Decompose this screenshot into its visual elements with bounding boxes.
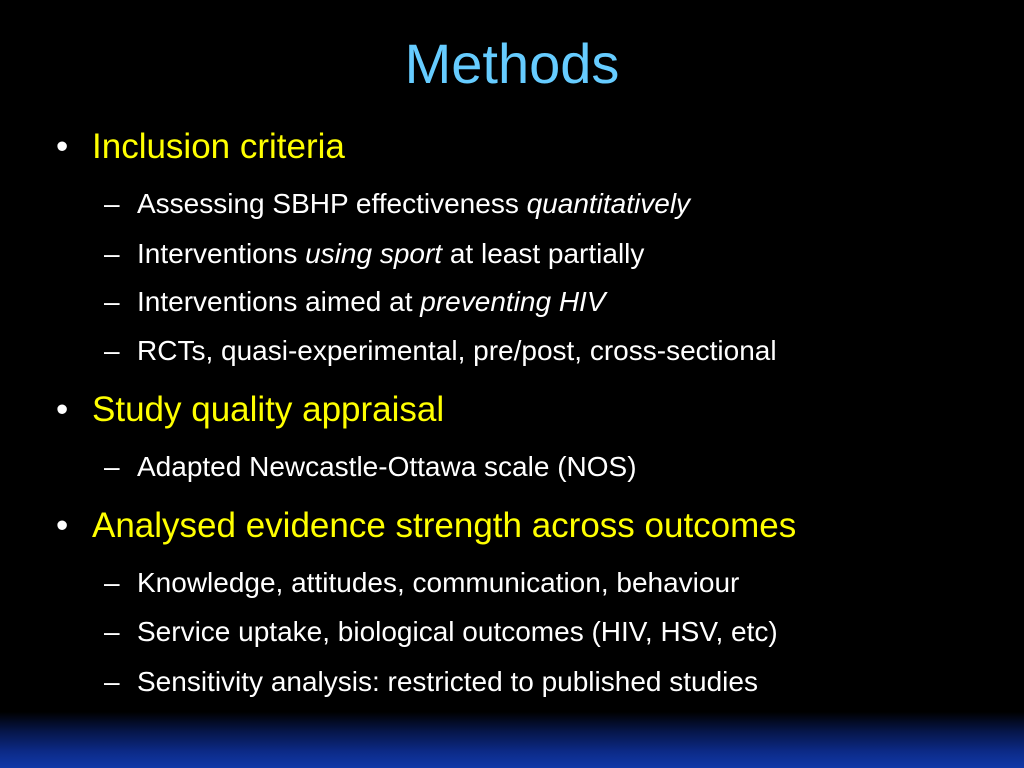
sub-text: Assessing SBHP effectiveness xyxy=(137,188,527,219)
sub-text: Interventions aimed at xyxy=(137,286,421,317)
footer-band xyxy=(0,712,1024,768)
sub-item xyxy=(104,665,758,699)
sub-marker: – xyxy=(104,238,120,269)
sub-text: Service uptake, biological outcomes (HIV, HSV, etc) xyxy=(137,616,778,647)
sub-text: RCTs, quasi-experimental, pre/post, cross-sectional xyxy=(137,335,777,366)
sub-text: Sensitivity analysis: restricted to published studies xyxy=(137,666,758,697)
bullet-inclusion-criteria xyxy=(56,127,345,167)
sub-text: Knowledge, attitudes, communication, behaviour xyxy=(137,567,740,598)
sub-marker: – xyxy=(104,616,120,647)
sub-item xyxy=(104,334,777,368)
sub-item xyxy=(104,615,778,649)
sub-marker: – xyxy=(104,451,120,482)
bullet-marker: • xyxy=(56,390,69,429)
sub-marker: – xyxy=(104,666,120,697)
sub-marker: – xyxy=(104,286,120,317)
sub-item xyxy=(104,187,690,221)
bullet-analysed-evidence xyxy=(56,506,796,546)
sub-item xyxy=(104,450,637,484)
bullet-marker: • xyxy=(56,506,69,545)
bullet-marker: • xyxy=(56,127,69,166)
sub-marker: – xyxy=(104,567,120,598)
sub-text-tail: at least partially xyxy=(442,238,645,269)
sub-item xyxy=(104,566,739,600)
bullet-text: Analysed evidence strength across outcomes xyxy=(92,506,797,545)
slide-title: Methods xyxy=(404,32,620,95)
sub-item xyxy=(104,285,606,319)
sub-emphasis: quantitatively xyxy=(526,188,691,219)
bullet-text: Inclusion criteria xyxy=(92,127,345,166)
bullet-study-quality-appraisal xyxy=(56,390,444,430)
sub-emphasis: using sport xyxy=(305,238,443,269)
sub-text: Interventions xyxy=(137,238,306,269)
sub-emphasis: preventing HIV xyxy=(420,286,606,317)
sub-marker: – xyxy=(104,335,120,366)
bullet-text: Study quality appraisal xyxy=(92,390,445,429)
sub-item xyxy=(104,237,644,271)
sub-text: Adapted Newcastle-Ottawa scale (NOS) xyxy=(137,451,637,482)
sub-marker: – xyxy=(104,188,120,219)
